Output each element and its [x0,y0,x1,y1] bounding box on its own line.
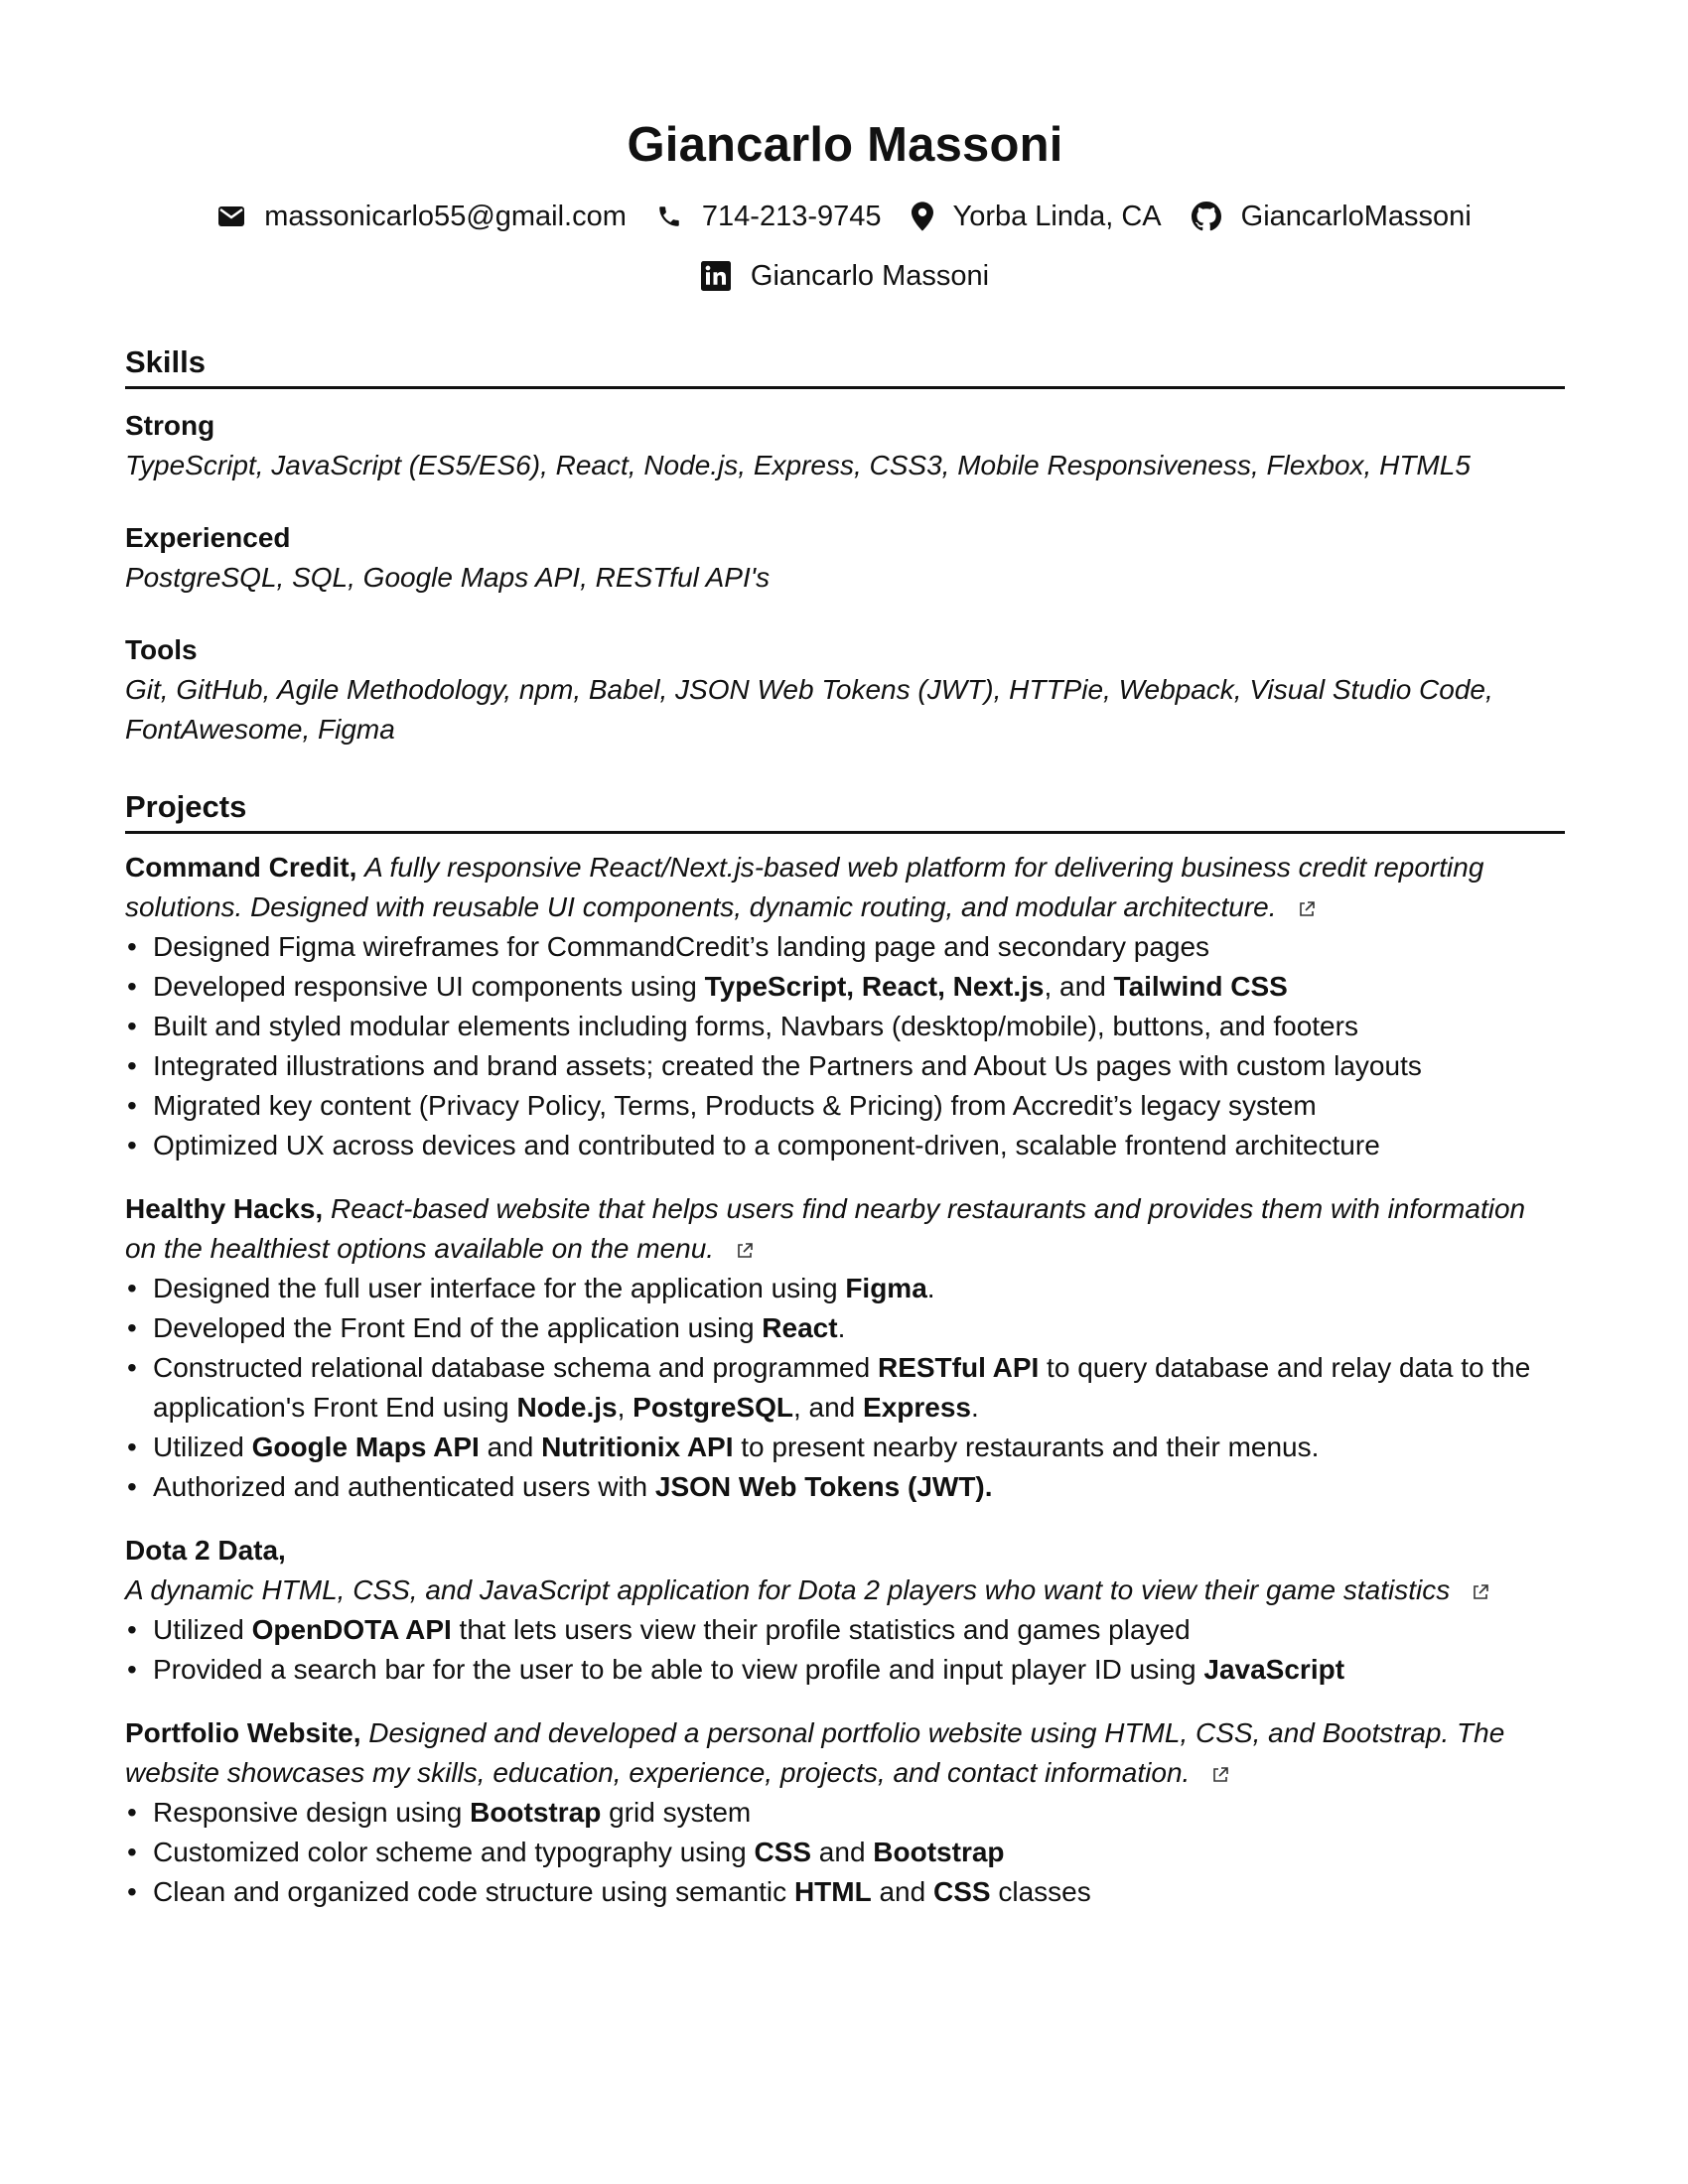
list-item: • Provided a search bar for the user to be able to view profile and input player ID using JavaScript [125,1650,1565,1690]
external-link-icon[interactable] [736,1242,754,1260]
projects-section-title: Projects [125,791,1565,834]
skill-group-label: Experienced [125,522,291,553]
resume-page [125,0,1565,1912]
project-dota-2-data [125,1531,1565,1690]
project-bullets [125,1793,1565,1912]
list-item: • Developed responsive UI components using TypeScript, React, Next.js, and Tailwind CSS [125,967,1565,1007]
list-item: • Customized color scheme and typography using CSS and Bootstrap [125,1833,1565,1872]
location-text: Yorba Linda, CA [952,200,1162,232]
map-pin-icon [912,202,933,231]
skill-group-items: TypeScript, JavaScript (ES5/ES6), React, Node.js, Express, CSS3, Mobile Responsiveness, Flexbox, HTML5 [125,450,1471,480]
email-text: massonicarlo55@gmail.com [264,200,627,232]
list-item: • Clean and organized code structure using semantic HTML and CSS classes [125,1872,1565,1912]
linkedin-icon [701,261,731,291]
project-description: on the healthiest options available on the menu. [125,1233,715,1264]
project-description: website showcases my skills, education, experience, projects, and contact information. [125,1757,1191,1788]
project-header [125,1189,1565,1229]
list-item: • Utilized OpenDOTA API that lets users view their profile statistics and games played [125,1610,1565,1650]
linkedin-text: Giancarlo Massoni [750,259,990,292]
skills-section-title: Skills [125,346,1565,389]
project-header [125,1570,1565,1610]
skill-group-label: Tools [125,634,198,665]
contact-github[interactable] [1192,202,1472,231]
external-link-icon[interactable] [1211,1766,1229,1784]
project-header [125,1713,1565,1753]
list-item: • Utilized Google Maps API and Nutritionix API to present nearby restaurants and their menus. [125,1428,1565,1467]
skill-group-items: FontAwesome, Figma [125,714,395,745]
project-description: solutions. Designed with reusable UI components, dynamic routing, and modular architecture. [125,891,1277,922]
github-icon [1192,202,1221,231]
project-name: Command Credit, [125,852,357,883]
project-description: Designed and developed a personal portfolio website using HTML, CSS, and Bootstrap. The [368,1717,1505,1748]
list-item: • Optimized UX across devices and contributed to a component-driven, scalable frontend architecture [125,1126,1565,1165]
contact-phone[interactable] [656,200,882,232]
skill-group-items: PostgreSQL, SQL, Google Maps API, RESTful API's [125,562,771,593]
list-item: • Designed Figma wireframes for CommandCredit’s landing page and secondary pages [125,927,1565,967]
phone-icon [656,204,682,229]
skill-group-label: Strong [125,410,215,441]
project-header-cont [125,1753,1565,1793]
project-name: Portfolio Website, [125,1717,361,1748]
contact-email[interactable] [218,200,627,232]
project-command-credit [125,848,1565,1165]
list-item: • Integrated illustrations and brand assets; created the Partners and About Us pages with custom layouts [125,1046,1565,1086]
project-portfolio-website [125,1713,1565,1912]
project-name: Dota 2 Data, [125,1535,286,1566]
envelope-icon [218,206,244,226]
contact-location [912,202,1162,231]
external-link-icon[interactable] [1472,1583,1489,1601]
github-text: GiancarloMassoni [1240,200,1472,232]
project-name: Healthy Hacks, [125,1193,324,1224]
candidate-name: Giancarlo Massoni [627,118,1063,172]
external-link-icon[interactable] [1298,900,1316,918]
skill-group-items: Git, GitHub, Agile Methodology, npm, Babel, JSON Web Tokens (JWT), HTTPie, Webpack, Visual Studio Code, [125,674,1493,705]
list-item: • Authorized and authenticated users with JSON Web Tokens (JWT). [125,1467,1565,1507]
project-description: React-based website that helps users find nearby restaurants and provides them with information [331,1193,1526,1224]
project-header-cont [125,887,1565,927]
project-bullets [125,1269,1565,1507]
phone-text: 714-213-9745 [701,200,882,232]
skill-group-strong [125,406,1565,485]
contact-row-secondary [125,261,1565,291]
list-item: • Responsive design using Bootstrap grid system [125,1793,1565,1833]
list-item: • Designed the full user interface for the application using Figma. [125,1269,1565,1308]
project-header-cont [125,1229,1565,1269]
list-item: • Developed the Front End of the application using React. [125,1308,1565,1348]
project-header [125,848,1565,887]
list-item: • Built and styled modular elements including forms, Navbars (desktop/mobile), buttons, and footers [125,1007,1565,1046]
contact-linkedin[interactable] [701,261,989,291]
skill-group-experienced [125,518,1565,598]
contact-row-primary [125,202,1565,231]
list-item: • Constructed relational database schema and programmed RESTful API to query database and relay data to the application's Front End using Node.js, PostgreSQL, and Express. [125,1348,1565,1428]
list-item: • Migrated key content (Privacy Policy, Terms, Products & Pricing) from Accredit’s legacy system [125,1086,1565,1126]
project-bullets [125,1610,1565,1690]
project-description: A fully responsive React/Next.js-based web platform for delivering business credit reporting [364,852,1484,883]
project-healthy-hacks [125,1189,1565,1507]
project-bullets [125,927,1565,1165]
project-description: A dynamic HTML, CSS, and JavaScript application for Dota 2 players who want to view their game statistics [125,1574,1451,1605]
skill-group-tools [125,630,1565,750]
